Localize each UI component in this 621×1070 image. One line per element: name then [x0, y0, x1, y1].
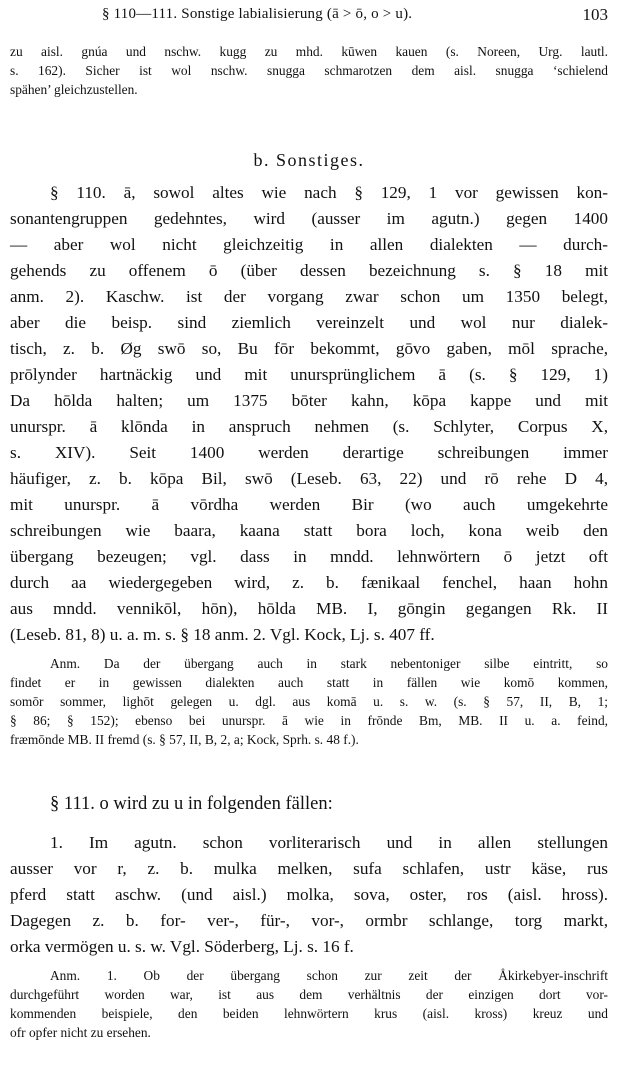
text-line: pferd statt aschw. (und aisl.) molka, sova, oster, ros (aisl. hross).: [10, 885, 608, 904]
text-line: übergang bezeugen; vgl. dass in mndd. lehnwörtern ō jetzt oft: [10, 547, 608, 566]
text-line: durchgeführt worden war, ist aus dem verhältnis der einzigen dort vor-: [10, 987, 608, 1002]
text-line: Anm. 1. Ob der übergang schon zur zeit der Åkirkebyer-inschrift: [50, 968, 608, 983]
text-line: ausser vor r, z. b. mulka melken, sufa schlafen, ustr käse, rus: [10, 859, 608, 878]
section-111-body: [10, 830, 608, 960]
running-header: [10, 6, 608, 28]
section-110-anmerkung: [10, 654, 608, 749]
subsection-title: b. Sonstiges.: [253, 150, 365, 170]
text-line: gehends zu offenem ō (über dessen bezeichnung s. § 18 mit: [10, 261, 608, 280]
text-line: ofr opfer nicht zu ersehen.: [10, 1025, 151, 1040]
text-line: sonantengruppen gedehntes, wird (ausser im agutn.) gegen 1400: [10, 209, 608, 228]
text-line: findet er in gewissen dialekten auch statt in fällen wie komō kommen,: [10, 675, 608, 690]
text-line: schreibungen wie baara, kaana statt bora loch, kona weib den: [10, 521, 608, 540]
text-line: aus mndd. vennikōl, hōn), hōlda MB. I, gōngin gegangen Rk. II: [10, 599, 608, 618]
section-111-anmerkung: [10, 966, 608, 1042]
text-line: kommenden beispiele, den beiden lehnwörtern krus (aisl. kross) kreuz und: [10, 1006, 608, 1021]
text-line: somōr sommer, lighōt gelegen u. dgl. aus komā u. s. w. (s. § 57, II, B, 1;: [10, 694, 608, 709]
page-number: 103: [582, 5, 608, 24]
section-111-heading: § 111. o wird zu u in folgenden fällen:: [50, 794, 333, 814]
text-line: durch aa wiedergegeben wird, z. b. fænikaal fenchel, haan hohn: [10, 573, 608, 592]
book-page: [10, 0, 608, 1070]
text-line: Dagegen z. b. for- ver-, für-, vor-, ormbr schlange, torg markt,: [10, 911, 608, 930]
text-line: zu aisl. gnúa und nschw. kugg zu mhd. kūwen kauen (s. Noreen, Urg. lautl.: [10, 44, 608, 59]
text-line: (Leseb. 81, 8) u. a. m. s. § 18 anm. 2. Vgl. Kock, Lj. s. 407 ff.: [10, 625, 435, 644]
text-line: spähen’ gleichzustellen.: [10, 82, 138, 97]
text-line: Da hōlda halten; um 1375 bōter kahn, kōpa kappe und mit: [10, 391, 608, 410]
running-title: § 110—111. Sonstige labialisierung (ā > ō, o > u).: [102, 6, 413, 22]
text-line: häufiger, z. b. kōpa Bil, swō (Leseb. 63, 22) und rō rehe D 4,: [10, 469, 608, 488]
text-line: fræmōnde MB. II fremd (s. § 57, II, B, 2, a; Kock, Sprh. s. 48 f.).: [10, 732, 359, 747]
text-line: mit unurspr. ā vōrdha werden Bir (wo auch umgekehrte: [10, 495, 608, 514]
text-line: s. XIV). Seit 1400 werden derartige schreibungen immer: [10, 443, 608, 462]
continuation-paragraph: [10, 42, 608, 99]
text-line: § 110. ā, sowol altes wie nach § 129, 1 vor gewissen kon-: [50, 183, 608, 202]
text-line: § 86; § 152); ebenso bei unurspr. ā wie in frōnde Bm, MB. II u. a. feind,: [10, 713, 608, 728]
text-line: — aber wol nicht gleichzeitig in allen dialekten — durch-: [10, 235, 608, 254]
text-line: prōlynder hartnäckig und mit unursprünglichem ā (s. § 129, 1): [10, 365, 608, 384]
text-line: aber die beisp. sind ziemlich vereinzelt und wol nur dialek-: [10, 313, 608, 332]
text-line: anm. 2). Kaschw. ist der vorgang zwar schon um 1350 belegt,: [10, 287, 608, 306]
section-110-body: [10, 180, 608, 648]
text-line: orka vermögen u. s. w. Vgl. Söderberg, Lj. s. 16 f.: [10, 937, 354, 956]
text-line: unurspr. ā klōnda in anspruch nehmen (s. Schlyter, Corpus X,: [10, 417, 608, 436]
text-line: Anm. Da der übergang auch in stark nebentoniger silbe eintritt, so: [50, 656, 608, 671]
text-line: 1. Im agutn. schon vorliterarisch und in allen stellungen: [50, 833, 608, 852]
text-line: tisch, z. b. Øg swō so, Bu fōr bekommt, gōvo gaben, mōl sprache,: [10, 339, 608, 358]
text-line: s. 162). Sicher ist wol nschw. snugga schmarotzen dem aisl. snugga ‘schielend: [10, 63, 608, 78]
